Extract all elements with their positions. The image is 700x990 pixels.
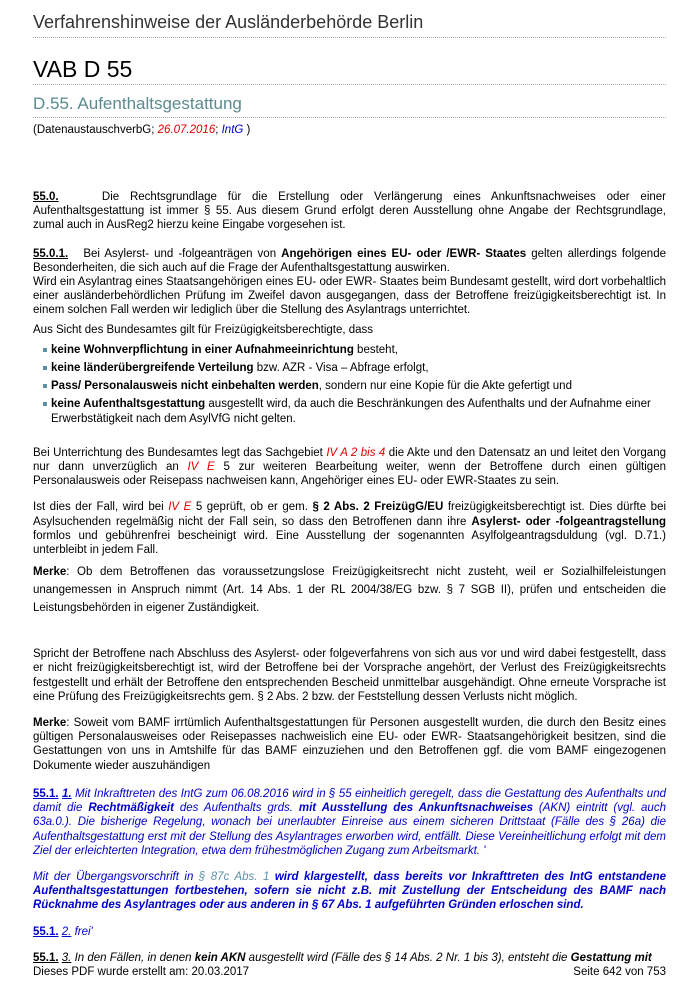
reference-link[interactable]: § 87c Abs. 1 — [198, 870, 270, 883]
date-link[interactable]: 26.07.2016 — [157, 124, 216, 136]
page-number: Seite 642 von 753 — [573, 966, 666, 978]
creation-date: Dieses PDF wurde erstellt am: 20.03.2017 — [33, 966, 250, 978]
bullet-list — [33, 343, 666, 426]
paragraph-55-0-1: 55.0.1. Bei Asylerst- und -folgeanträgen von Angehörigen eines EU- oder /EWR- Staates gelten allerdings folgende Besonderheiten, die sich auch auf die Frage der Aufenthaltsgestattung auswirken. Wird ein Asylantrag eines Staatsangehörigen eines EU- oder EWR- Staates beim Bundesamt gestellt, wird dort vorbehaltlich einer ausländerbehördlichen Prüfung im Zweifel davon ausgegangen, dass der Betroffene freizügigkeitsberechtigt ist. In einem solchen Fall werden wir lediglich über die Stellung des Asylantrags unterrichtet. — [33, 247, 666, 317]
list-item: keine Aufenthaltsgestattung ausgestellt wird, da auch die Beschränkungen des Aufenthalts und der Aufnahme einer Erwerbstätigkeit nach dem AsylVfG nicht gelten. — [43, 397, 666, 425]
list-item: keine länderübergreifende Verteilung bzw. AZR - Visa – Abfrage erfolgt, — [43, 361, 666, 375]
section-number: 55.0. — [33, 191, 59, 203]
page-footer — [33, 966, 666, 978]
section-divider — [33, 117, 666, 118]
bullet-icon — [43, 348, 47, 352]
change-reference: (DatenaustauschverbG; 26.07.2016; IntG ) — [33, 124, 251, 136]
paragraph-55-0: 55.0. Die Rechtsgrundlage für die Erstellung oder Verlängerung eines Ankunftsnachweises oder einer Aufenthaltsgestattung ist immer § 55. Aus diesem Grund erfolgt deren Ausstellung ohne Angabe der Rechtsgrundlage, zumal auch in AusReg2 hierzu keine Eingabe vorgesehen ist. — [33, 191, 666, 232]
document-id: VAB D 55 — [33, 56, 133, 82]
bullet-icon — [43, 384, 47, 388]
document-body — [33, 190, 666, 965]
paragraph-uebergang: Mit der Übergangsvorschrift in § 87c Abs. 1 wird klargestellt, dass bereits vor Inkrafttreten des IntG entstandene Aufenthaltsgestattungen fortbestehen, sofern sie nicht z.B. mit Zustellung der Entscheidung des BAMF nach Rücknahme des Asylantrages oder aus anderen in § 67 Abs. 1 aufgeführten Gründen erloschen sind. — [33, 870, 666, 912]
reference-link[interactable]: IV A 2 bis 4 — [326, 446, 386, 459]
section-number: 55.1. — [33, 951, 59, 964]
intg-link[interactable]: IntG — [221, 124, 244, 136]
subsection-link[interactable]: 1. — [62, 787, 72, 800]
list-item: keine Wohnverpflichtung in einer Aufnahmeeinrichtung besteht, — [43, 343, 666, 357]
reference-link[interactable]: IV E — [168, 501, 192, 514]
section-number: 55.0.1. — [33, 247, 69, 260]
subsection-link[interactable]: 2. — [61, 925, 72, 938]
reference-link[interactable]: IV E — [187, 461, 215, 474]
paragraph-fall: Ist dies der Fall, wird bei IV E 5 geprüft, ob er gem. § 2 Abs. 2 FreizügG/EU freizügigkeitsberechtigt ist. Dies dürfte bei Asylsuchenden regelmäßig nicht der Fall sein, so dass den Betroffenen dann ihre Asylerst- oder -folgeantragstellung formlos und gebührenfrei bescheinigt wird. Eine Ausstellung der sogenannten Asylfolgeantragsduldung (vgl. D.71.) unterbleibt in jedem Fall. — [33, 501, 667, 557]
section-number: 55.1. — [33, 925, 59, 938]
bullet-intro: Aus Sicht des Bundesamtes gilt für Freizügigkeitsberechtigte, dass — [33, 323, 374, 336]
header-title: Verfahrenshinweise der Ausländerbehörde Berlin — [33, 12, 424, 32]
title-divider — [33, 84, 666, 85]
section-title: D.55. Aufenthaltsgestattung — [33, 94, 242, 113]
paragraph-unterrichtung: Bei Unterrichtung des Bundesamtes legt das Sachgebiet IV A 2 bis 4 die Akte und den Datensatz an und leitet den Vorgang nur dann unverzüglich an IV E 5 zur weiteren Bearbeitung weiter, wenn der Betroffene durch einen gültigen Personalausweis oder Reisepass nachweisen kann, Angehöriger eines EU- oder EWR-Staates zu sein. — [33, 446, 666, 488]
paragraph-merke-1: Merke: Ob dem Betroffenen das voraussetzungslose Freizügigkeitsrecht nicht zusteht, weil er Sozialhilfeleistungen unangemessen in Anspruch nimmt (Art. 14 Abs. 1 der RL 2004/38/EG bzw. § 7 SGB II), prüfen und entscheiden die Leistungsbehörden in eigener Zuständigkeit. — [33, 566, 666, 615]
list-item: Pass/ Personalausweis nicht einbehalten werden, sondern nur eine Kopie für die Akte gefertigt und — [43, 379, 666, 393]
bullet-icon — [43, 402, 47, 406]
paragraph-spricht: Spricht der Betroffene nach Abschluss des Asylerst- oder folgeverfahrens von sich aus vor und wird dabei festgestellt, dass er nicht freizügigkeitsberechtigt ist, wird der Betroffene bei der Vorsprache angehört, der Verlust des Freizügigkeitsrechts festgestellt und erhält der Betroffene den entsprechenden Bescheid unmittelbar ausgehändigt. Ohne erneute Vorsprache ist eine Prüfung des Freizügigkeitsrechts gem. § 2 Abs. 2 bzw. der Feststellung dessen Verlusts nicht möglich. — [33, 648, 666, 703]
paragraph-55-1-2: 55.1. 2. frei' — [33, 925, 93, 938]
subsection-link[interactable]: 3. — [61, 951, 72, 964]
bullet-icon — [43, 366, 47, 370]
paragraph-merke-2: Merke: Soweit vom BAMF irrtümlich Aufenthaltsgestattungen für Personen ausgestellt wurden, die durch den Besitz eines gültigen Personalausweises oder Reisepasses nachweislich eine EU- oder EWR- Staatsangehörigkeit besitzen, sind die Gestattungen von uns in Amtshilfe für das BAMF einzuziehen und den Betroffenen ggf. die vom BAMF eingezogenen Dokumente wieder auszuhändigen — [33, 717, 666, 772]
header-divider — [33, 37, 666, 38]
paragraph-55-1-3: 55.1. 3. In den Fällen, in denen kein AKN ausgestellt wird (Fälle des § 14 Abs. 2 Nr. 1 bis 3), entsteht die Gestattung mit — [33, 951, 652, 964]
paragraph-55-1-1: 55.1. 1. Mit Inkrafttreten des IntG zum 06.08.2016 wird in § 55 einheitlich geregelt, dass die Gestattung des Aufenthalts und damit die Rechtmäßigkeit des Aufenthalts grds. mit Ausstellung des Ankunftsnachweises (AKN) eintritt (vgl. auch 63a.0.). Die bisherige Regelung, wonach bei unerlaubter Einreise aus einem sicheren Drittstaat (Fälle des § 26a) die Aufenthaltsgestattung erst mit der Stellung des Asylantrages erworben wird, entfällt. Diese Vereinheitlichung erfolgt mit dem Ziel der erleichterten Integration, etwa dem frühestmöglichen Zugang zum Arbeitsmarkt. ' — [33, 787, 666, 857]
section-number: 55.1. — [33, 787, 59, 800]
